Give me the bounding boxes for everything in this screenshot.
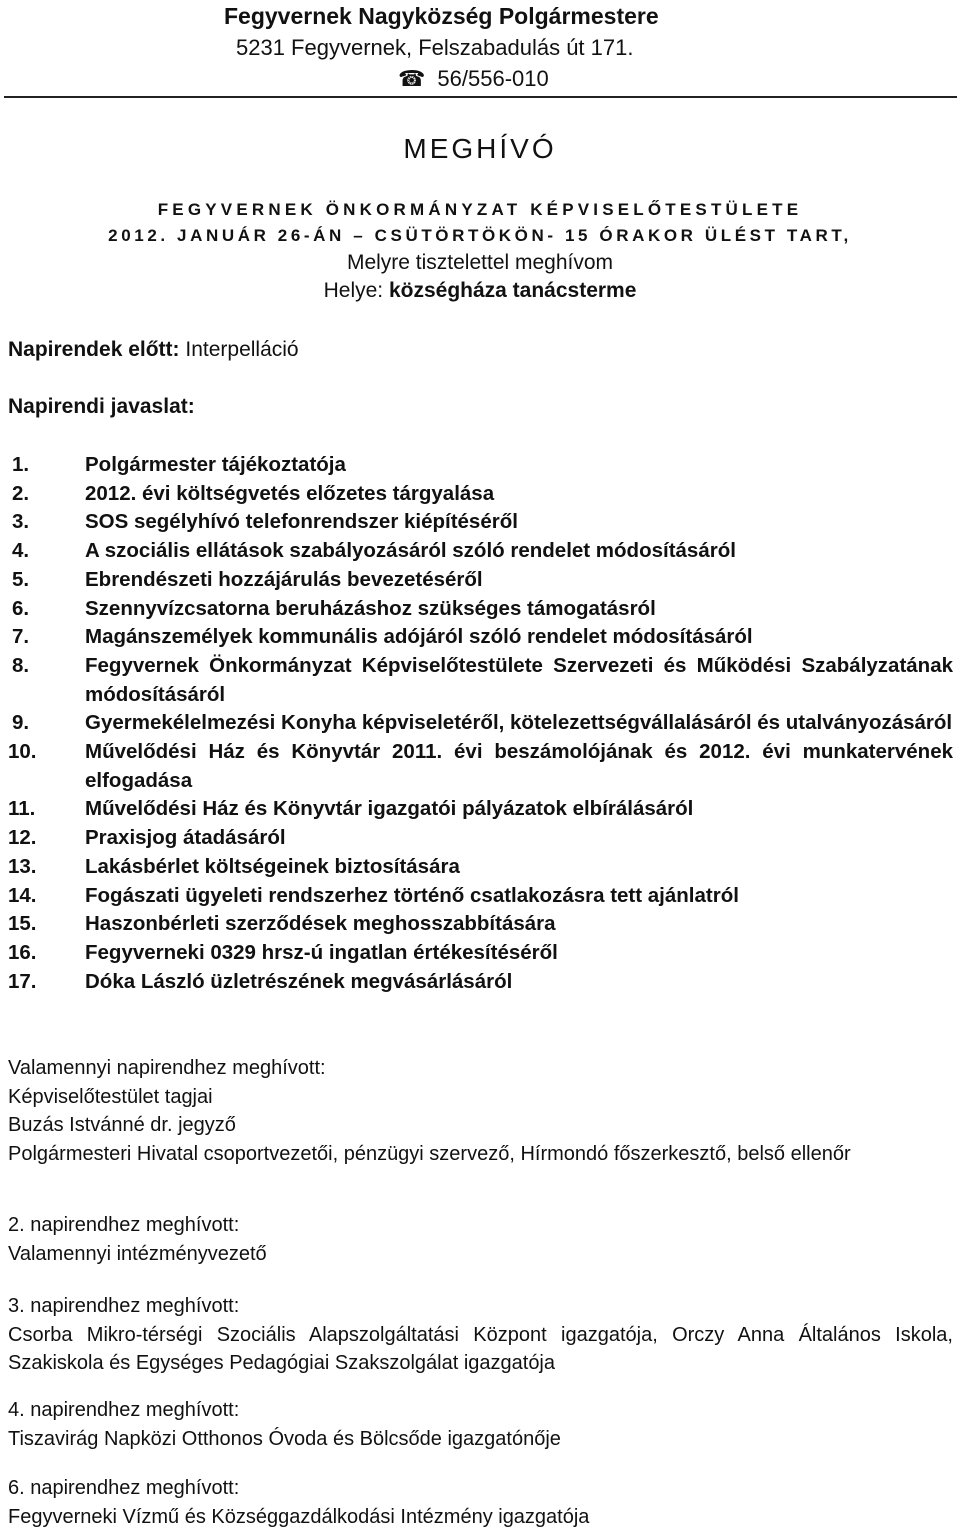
agenda-item-text: Dóka László üzletrészének megvásárlásáról bbox=[85, 969, 513, 993]
agenda-item-number: 1. bbox=[12, 453, 30, 476]
meeting-location bbox=[0, 279, 960, 303]
pre-agenda-label: Napirendek előtt: bbox=[8, 338, 180, 361]
pre-agenda-value: Interpelláció bbox=[179, 338, 299, 361]
agenda-item-number: 4. bbox=[12, 539, 30, 563]
agenda-item-number: 3. bbox=[12, 510, 30, 534]
meeting-datetime: 2012. JANUÁR 26-ÁN – CSÜTÖRTÖKÖN- 15 ÓRAKOR ÜLÉST TART, bbox=[108, 226, 852, 245]
agenda-item bbox=[8, 623, 953, 652]
invitee-line: Polgármesteri Hivatal csoportvezetői, pénzügyi szervező, Hírmondó főszerkesztő, belső ellenőr bbox=[8, 1142, 851, 1165]
agenda-item bbox=[8, 566, 953, 595]
agenda-item bbox=[8, 595, 953, 624]
location-label: Helye: bbox=[323, 279, 389, 302]
agenda-item-number: 16. bbox=[8, 940, 37, 964]
body-name: FEGYVERNEK ÖNKORMÁNYZAT KÉPVISELŐTESTÜLETE bbox=[157, 200, 803, 219]
agenda-item-number: 11. bbox=[8, 797, 36, 821]
agenda-item bbox=[8, 738, 953, 795]
invitee-line: Képviselőtestület tagjai bbox=[8, 1085, 213, 1108]
invitees-heading: 4. napirendhez meghívott: bbox=[8, 1399, 240, 1421]
invitees-all bbox=[8, 1054, 953, 1168]
agenda-item-number: 2. bbox=[12, 481, 30, 505]
agenda-item-text: Művelődési Ház és Könyvtár igazgatói pályázatok elbírálásáról bbox=[85, 797, 694, 821]
agenda-item-text: Haszonbérleti szerződések meghosszabbítására bbox=[85, 912, 556, 936]
agenda-item-number: 5. bbox=[12, 567, 30, 591]
invitees-heading: Valamennyi napirendhez meghívott: bbox=[8, 1057, 326, 1079]
agenda-item bbox=[8, 910, 953, 939]
agenda-item bbox=[8, 824, 953, 853]
invitee-line: Valamennyi intézményvezető bbox=[8, 1242, 267, 1265]
document-title: MEGHÍVÓ bbox=[403, 133, 557, 164]
agenda-item-text: Gyermekélelmezési Konyha képviseletéről, kötelezettségvállalásáról és utalványozásáról bbox=[85, 711, 953, 735]
agenda-item-number: 7. bbox=[12, 625, 30, 649]
pre-agenda bbox=[8, 338, 299, 362]
agenda-list bbox=[8, 451, 953, 996]
agenda-item bbox=[8, 480, 953, 509]
agenda-item bbox=[8, 939, 953, 968]
agenda-item-text: Fegyverneki 0329 hrsz-ú ingatlan értékesítéséről bbox=[85, 940, 558, 964]
invitees-item-4 bbox=[8, 1396, 953, 1453]
agenda-item-text: Fegyvernek Önkormányzat Képviselőtestülete Szervezeti és Működési Szabályzatának módosításáról bbox=[85, 653, 953, 706]
invitees-heading: 3. napirendhez meghívott: bbox=[8, 1295, 240, 1317]
organization-name: Fegyvernek Nagyközség Polgármestere bbox=[224, 3, 659, 29]
agenda-item-number: 13. bbox=[8, 854, 37, 878]
invitees-heading: 6. napirendhez meghívott: bbox=[8, 1477, 240, 1499]
agenda-item-number: 6. bbox=[12, 596, 30, 620]
agenda-item-number: 12. bbox=[8, 826, 37, 850]
header-divider bbox=[4, 96, 957, 98]
agenda-item-text: Művelődési Ház és Könyvtár 2011. évi beszámolójának és 2012. évi munkatervének elfogadása bbox=[85, 740, 953, 792]
agenda-item-text: Ebrendészeti hozzájárulás bevezetéséről bbox=[85, 567, 483, 591]
location-value: községháza tanácsterme bbox=[388, 279, 637, 302]
invitee-line: Tiszavirág Napközi Otthonos Óvoda és Bölcsőde igazgatónője bbox=[8, 1427, 561, 1450]
agenda-item-number: 10. bbox=[8, 740, 37, 764]
agenda-item-text: Magánszemélyek kommunális adójáról szóló rendelet módosításáról bbox=[85, 625, 753, 649]
agenda-item-number: 9. bbox=[12, 711, 30, 735]
agenda-item-text: 2012. évi költségvetés előzetes tárgyalása bbox=[85, 481, 495, 505]
invitee-line: Buzás Istvánné dr. jegyző bbox=[8, 1114, 236, 1136]
agenda-item-text: A szociális ellátások szabályozásáról szóló rendelet módosításáról bbox=[85, 539, 736, 563]
agenda-item-text: Fogászati ügyeleti rendszerhez történő csatlakozásra tett ajánlatról bbox=[85, 883, 739, 907]
invitee-line: Csorba Mikro-térségi Szociális Alapszolgáltatási Központ igazgatója, Orczy Anna Általános Iskola, Szakiskola és Egységes Pedagógiai Szakszolgálat igazgatója bbox=[8, 1323, 953, 1374]
agenda-item-number: 8. bbox=[12, 653, 30, 677]
agenda-item bbox=[8, 882, 953, 911]
agenda-item-text: Lakásbérlet költségeinek biztosítására bbox=[85, 854, 460, 878]
invitees-item-6 bbox=[8, 1474, 953, 1531]
organization-address: 5231 Fegyvernek, Felszabadulás út 171. bbox=[236, 35, 634, 60]
agenda-item bbox=[8, 795, 953, 824]
agenda-item-text: Szennyvízcsatorna beruházáshoz szükséges támogatásról bbox=[85, 596, 656, 620]
agenda-item bbox=[8, 652, 953, 709]
agenda-item-number: 14. bbox=[8, 883, 37, 907]
invitee-line: Fegyverneki Vízmű és Községgazdálkodási Intézmény igazgatója bbox=[8, 1505, 590, 1528]
agenda-item-text: SOS segélyhívó telefonrendszer kiépítéséről bbox=[85, 510, 518, 534]
invitees-item-3 bbox=[8, 1292, 953, 1378]
organization-phone bbox=[398, 66, 549, 92]
agenda-item bbox=[8, 853, 953, 882]
agenda-item bbox=[8, 709, 953, 738]
agenda-item bbox=[8, 451, 953, 480]
agenda-item bbox=[8, 537, 953, 566]
invitees-item-2 bbox=[8, 1211, 953, 1268]
telephone-icon: ☎ bbox=[398, 66, 426, 91]
agenda-item-number: 17. bbox=[8, 969, 37, 993]
agenda-item-text: Praxisjog átadásáról bbox=[85, 826, 286, 850]
invitation-line: Melyre tisztelettel meghívom bbox=[346, 251, 614, 274]
phone-number: 56/556-010 bbox=[437, 66, 549, 91]
invitees-heading: 2. napirendhez meghívott: bbox=[8, 1214, 240, 1236]
agenda-item-text: Polgármester tájékoztatója bbox=[85, 453, 346, 476]
agenda-item bbox=[8, 968, 953, 997]
agenda-heading: Napirendi javaslat: bbox=[8, 395, 195, 418]
agenda-item-number: 15. bbox=[8, 912, 37, 936]
agenda-item bbox=[8, 508, 953, 537]
